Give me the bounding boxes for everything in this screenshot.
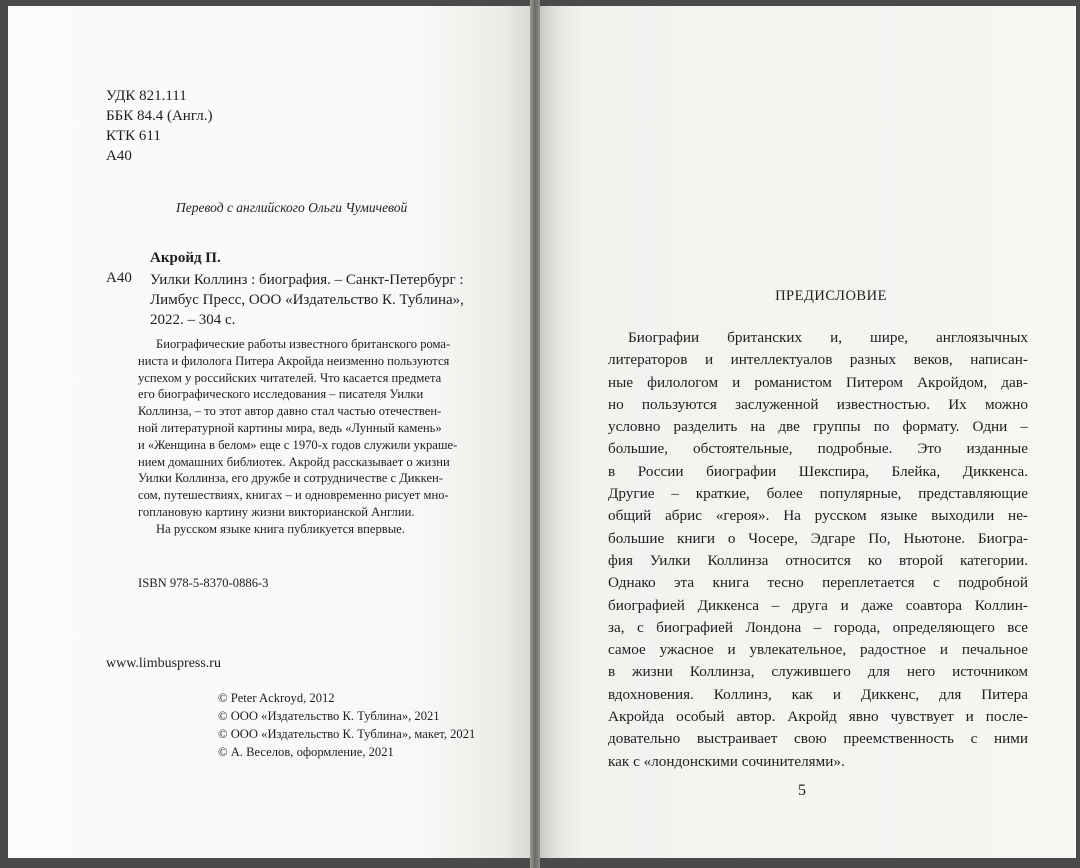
text-line: ные филологом и романистом Питером Акройдом, дав-	[608, 373, 1028, 391]
annotation-line: его биографического исследования – писателя Уилки	[138, 387, 424, 402]
annotation-line: и «Женщина в белом» еще с 1970-х годов служили украше-	[138, 437, 458, 452]
text-line: фия Уилки Коллинза относится ко второй категории.	[608, 551, 1028, 569]
section-heading	[540, 288, 1076, 305]
text-line: биографией Диккенса – друга и даже соавтора Коллин-	[608, 596, 1028, 614]
biblio-line: Уилки Коллинз : биография. – Санкт-Петербург :	[150, 272, 464, 288]
text-line: в жизни Коллинза, служившего для него источником	[608, 663, 1028, 681]
copyright-line: © ООО «Издательство К. Тублина», макет, 2021	[218, 727, 476, 741]
annotation-line: Биографические работы известного британского рома-	[156, 337, 451, 351]
text-line: условно разделить на две группы по формату. Одни –	[608, 418, 1028, 436]
udk-code: УДК 821.111	[106, 88, 187, 104]
right-page	[540, 6, 1076, 858]
biblio-line: Лимбус Пресс, ООО «Издательство К. Тублина»,	[150, 292, 464, 308]
text-line: общий абрис «героя». На русском языке выходили не-	[608, 507, 1028, 525]
annotation	[138, 336, 513, 538]
biblio-line: 2022. – 304 с.	[150, 312, 236, 328]
copyright-line: © А. Веселов, оформление, 2021	[218, 745, 394, 759]
isbn: ISBN 978-5-8370-0886-3	[138, 576, 269, 590]
preface-body	[608, 327, 1028, 773]
ktk-code: КТК 611	[106, 128, 161, 144]
text-line: Другие – краткие, более популярные, представляющие	[608, 485, 1028, 503]
annotation-line: гоплановую картину жизни викторианской Англии.	[138, 504, 415, 519]
annotation-line: ниста и филолога Питера Акройда неизменно пользуются	[138, 353, 450, 368]
left-page	[8, 6, 530, 858]
text-line: литераторов и интеллектуалов разных веков, написан-	[608, 351, 1028, 369]
bbk-code: ББК 84.4 (Англ.)	[106, 108, 213, 124]
text-line: самое ужасное и увлекательное, радостное и печальное	[608, 641, 1028, 659]
copyright-block	[218, 689, 475, 761]
book-gutter	[530, 0, 540, 868]
text-line: в России биографии Шекспира, Блейка, Диккенса.	[608, 462, 1028, 480]
heading-text: ПРЕДИСЛОВИЕ	[775, 288, 887, 304]
text-line: Биографии британских и, шире, англоязычных	[628, 329, 1028, 346]
annotation-line: сом, путешествиях, книгах – и одновременно рисует мно-	[138, 488, 449, 503]
copyright-line: © ООО «Издательство К. Тублина», 2021	[218, 709, 440, 723]
text-line: большие, обстоятельные, подробные. Это изданные	[608, 440, 1028, 458]
copyright-line: © Peter Ackroyd, 2012	[218, 691, 335, 705]
page-number: 5	[798, 782, 806, 799]
annotation-last-line: На русском языке книга публикуется впервые.	[156, 521, 405, 536]
text-line: довательно выстраивает свою преемственность с ними	[608, 730, 1028, 748]
text-line: Акройда особый автор. Акройд явно чувствует и после-	[608, 708, 1028, 726]
text-line: Однако эта книга тесно переплетается с подробной	[608, 574, 1028, 592]
catalog-code: А40	[106, 270, 132, 286]
text-line: за, с биографией Лондона – города, определяющего все	[608, 618, 1028, 636]
annotation-line: Уилки Коллинза, его дружбе и сотрудничестве с Диккен-	[138, 471, 443, 486]
publisher-website: www.limbuspress.ru	[106, 656, 221, 671]
annotation-line: ной литературной картины мира, ведь «Лунный камень»	[138, 420, 442, 435]
text-line: вдохновения. Коллинз, как и Диккенс, для Питера	[608, 685, 1028, 703]
bibliographic-record	[150, 270, 520, 330]
text-line: как с «лондонскими сочинителями».	[608, 752, 845, 770]
text-line: большие книги о Чосере, Эдгаре По, Ньютоне. Биогра-	[608, 529, 1028, 547]
translator-credit: Перевод с английского Ольги Чумичевой	[176, 200, 408, 215]
annotation-line: Коллинза, – то этот автор давно стал частью отечествен-	[138, 404, 442, 419]
annotation-line: успехом у российских читателей. Что касается предмета	[138, 370, 442, 385]
author-mark: А40	[106, 148, 132, 164]
annotation-line: нием домашних библиотек. Акройд рассказывает о жизни	[138, 454, 450, 469]
author-name: Акройд П.	[150, 250, 221, 266]
text-line: но пользуются заслуженной известностью. Их можно	[608, 395, 1028, 413]
classification-codes	[106, 86, 212, 166]
